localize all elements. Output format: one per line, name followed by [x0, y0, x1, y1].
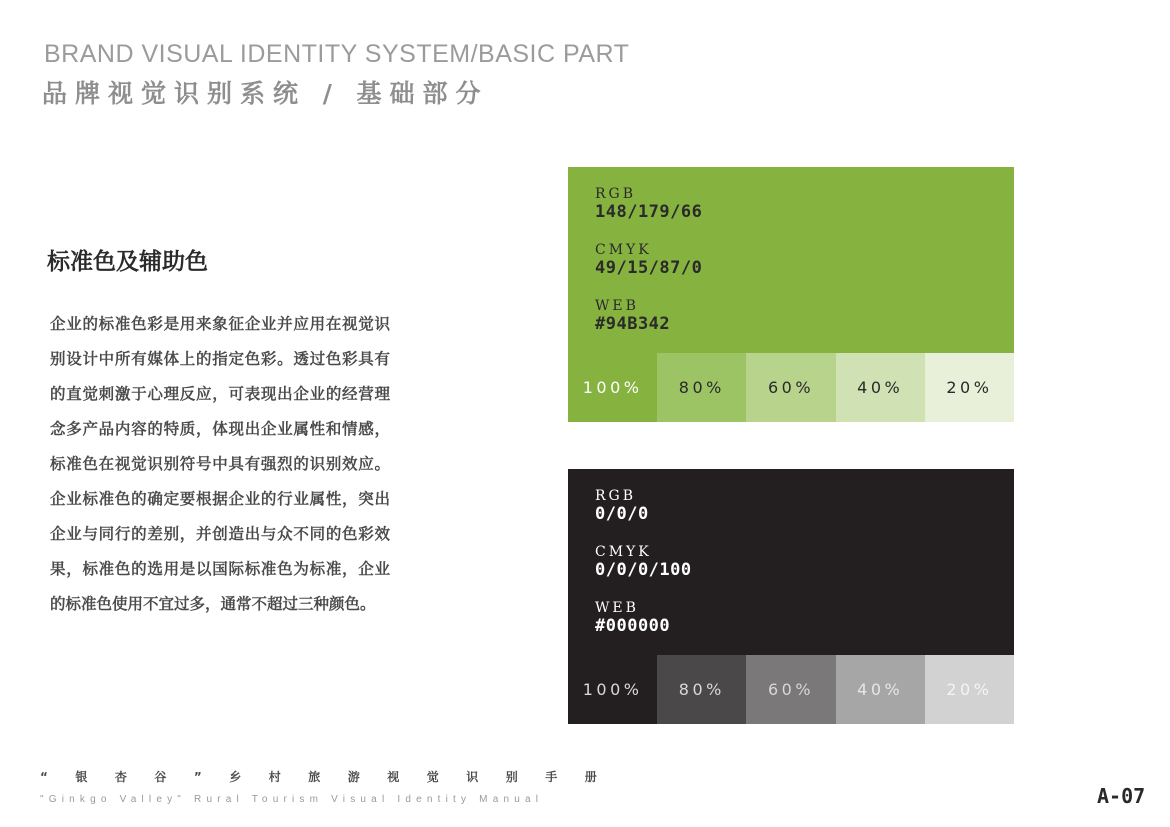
tint-40: 40%	[836, 353, 925, 422]
rgb-value: 0/0/0	[595, 504, 649, 524]
rgb-spec	[595, 186, 702, 222]
web-spec	[595, 600, 670, 636]
tint-20: 20%	[925, 353, 1014, 422]
web-value: #000000	[595, 616, 671, 636]
cmyk-label: CMYK	[595, 544, 652, 560]
rgb-label: RGB	[595, 186, 637, 202]
cmyk-spec	[595, 242, 702, 278]
cmyk-value: 0/0/0/100	[595, 560, 692, 580]
tint-100: 100%	[568, 655, 657, 724]
tint-100: 100%	[568, 353, 657, 422]
swatch-main-block	[568, 167, 1014, 353]
web-value: #94B342	[595, 314, 671, 334]
section-heading: 标准色及辅助色	[47, 249, 208, 275]
section-body: 企业的标准色彩是用来象征企业并应用在视觉识别设计中所有媒体上的指定色彩。透过色彩具有的直觉刺激于心理反应，可表现出企业的经营理念多产品内容的特质，体现出企业属性和情感，标准色在视觉识别符号中具有强烈的识别效应。企业标准色的确定要根据企业的行业属性，突出企业与同行的差别，并创造出与众不同的色彩效果，标准色的选用是以国际标准色为标准，企业的标准色使用不宜过多，通常不超过三种颜色。	[50, 315, 390, 613]
primary-color-swatch	[568, 167, 1014, 422]
secondary-color-swatch	[568, 469, 1014, 724]
cmyk-value: 49/15/87/0	[595, 258, 703, 278]
tint-80: 80%	[657, 353, 746, 422]
web-spec	[595, 298, 670, 334]
cmyk-label: CMYK	[595, 242, 652, 258]
header-title-en: BRAND VISUAL IDENTITY SYSTEM/BASIC PART	[44, 40, 630, 68]
rgb-label: RGB	[595, 488, 637, 504]
tint-80: 80%	[657, 655, 746, 724]
web-label: WEB	[595, 298, 639, 314]
tint-40: 40%	[836, 655, 925, 724]
tint-20: 20%	[925, 655, 1014, 724]
cmyk-spec	[595, 544, 692, 580]
tint-row	[568, 353, 1014, 422]
page-number: A-07	[1097, 784, 1146, 808]
tint-60: 60%	[746, 353, 835, 422]
tint-row	[568, 655, 1014, 724]
web-label: WEB	[595, 600, 639, 616]
tint-60: 60%	[746, 655, 835, 724]
footer-title-en: "Ginkgo Valley" Rural Tourism Visual Identity Manual	[40, 794, 544, 805]
rgb-value: 148/179/66	[595, 202, 703, 222]
footer-title-cn: “银杏谷”乡村旅游视觉识别手册	[40, 770, 625, 784]
rgb-spec	[595, 488, 649, 524]
swatch-main-block	[568, 469, 1014, 655]
header-title-cn: 品牌视觉识别系统 / 基础部分	[42, 79, 489, 108]
